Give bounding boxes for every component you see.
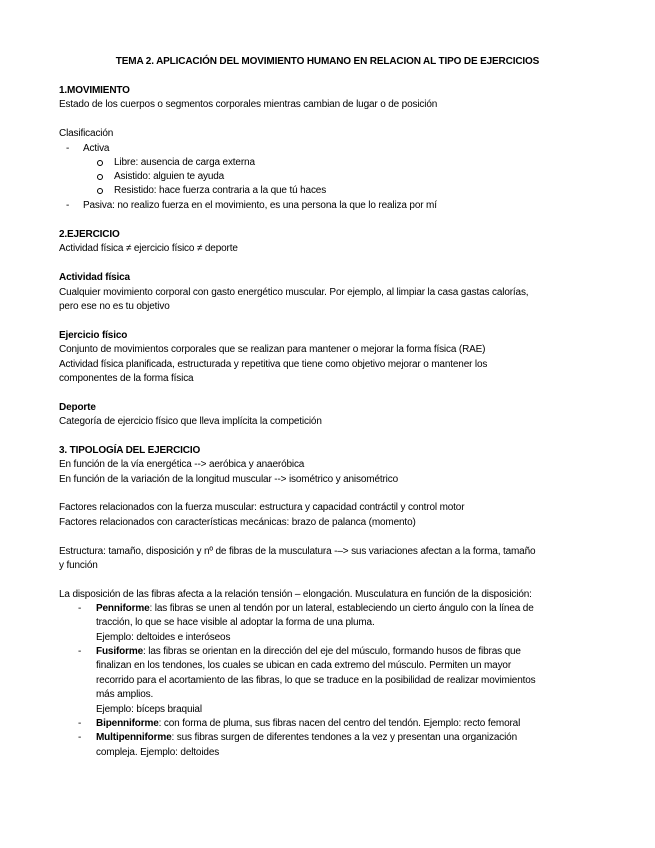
paragraph: La disposición de las fibras afecta a la relación tensión – elongación. Musculatura en función de la disposición: bbox=[59, 589, 532, 600]
paragraph: En función de la variación de la longitud muscular --> isométrico y anisométrico bbox=[59, 474, 399, 485]
list-item-pasiva: Pasiva: no realizo fuerza en el movimiento, es una persona la que lo realiza por mí bbox=[83, 200, 437, 211]
list-item-continuation: más amplios. bbox=[96, 689, 154, 700]
paragraph: pero ese no es tu objetivo bbox=[59, 301, 170, 312]
document-title: TEMA 2. APLICACIÓN DEL MOVIMIENTO HUMANO EN RELACION AL TIPO DE EJERCICIOS bbox=[115, 56, 540, 67]
section-heading-movimiento: 1.MOVIMIENTO bbox=[59, 85, 130, 96]
list-item-continuation: recorrido para el acortamiento de las fibras, lo que se traduce en la posibilidad de realizar movimientos bbox=[96, 675, 536, 686]
section-heading-tipologia: 3. TIPOLOGÍA DEL EJERCICIO bbox=[59, 445, 201, 456]
bullet-circle-icon bbox=[97, 188, 103, 194]
list-dash: - bbox=[66, 143, 70, 154]
paragraph: Estructura: tamaño, disposición y nº de fibras de la musculatura -–> sus variaciones afectan a la forma, tamaño bbox=[59, 546, 536, 557]
list-dash: - bbox=[78, 646, 82, 657]
list-dash: - bbox=[78, 732, 82, 743]
list-item-continuation: Ejemplo: bíceps braquial bbox=[96, 704, 202, 715]
paragraph: Conjunto de movimientos corporales que se realizan para mantener o mejorar la forma física (RAE) bbox=[59, 344, 486, 355]
list-item-penniforme bbox=[96, 602, 534, 616]
paragraph: Estado de los cuerpos o segmentos corporales mientras cambian de lugar o de posición bbox=[59, 99, 438, 110]
paragraph: y función bbox=[59, 560, 98, 571]
subheading-actividad-fisica: Actividad física bbox=[59, 272, 130, 283]
section-heading-ejercicio: 2.EJERCICIO bbox=[59, 229, 120, 240]
paragraph: Factores relacionados con la fuerza muscular: estructura y capacidad contráctil y control motor bbox=[59, 502, 465, 513]
paragraph: Actividad física ≠ ejercicio físico ≠ deporte bbox=[59, 243, 238, 254]
list-item-multipenniforme bbox=[96, 731, 517, 745]
paragraph: componentes de la forma física bbox=[59, 373, 194, 384]
paragraph: Factores relacionados con características mecánicas: brazo de palanca (momento) bbox=[59, 517, 416, 528]
bullet-circle-icon bbox=[97, 174, 103, 180]
sub-list-item: Libre: ausencia de carga externa bbox=[114, 157, 255, 168]
list-item-continuation: Ejemplo: deltoides e interóseos bbox=[96, 632, 231, 643]
list-dash: - bbox=[66, 200, 70, 211]
term: Fusiforme bbox=[96, 646, 143, 657]
term: Penniforme bbox=[96, 603, 150, 614]
paragraph: Categoría de ejercicio físico que lleva implícita la competición bbox=[59, 416, 322, 427]
list-item-continuation: finalizan en los tendones, los cuales se ubican en cada extremo del músculo. Permiten un mayor bbox=[96, 660, 512, 671]
paragraph: Clasificación bbox=[59, 128, 114, 139]
term-text: : con forma de pluma, sus fibras nacen del centro del tendón. Ejemplo: recto femoral bbox=[158, 718, 521, 729]
term-text: : sus fibras surgen de diferentes tendones a la vez y presentan una organización bbox=[171, 732, 517, 743]
term: Bipenniforme bbox=[96, 718, 159, 729]
term: Multipenniforme bbox=[96, 732, 172, 743]
subheading-ejercicio-fisico: Ejercicio físico bbox=[59, 330, 128, 341]
paragraph: Cualquier movimiento corporal con gasto energético muscular. Por ejemplo, al limpiar la casa gastas calorías, bbox=[59, 287, 529, 298]
list-item-continuation: compleja. Ejemplo: deltoides bbox=[96, 747, 220, 758]
sub-list-item: Resistido: hace fuerza contraria a la que tú haces bbox=[114, 185, 327, 196]
list-dash: - bbox=[78, 603, 82, 614]
bullet-circle-icon bbox=[97, 160, 103, 166]
term-text: : las fibras se unen al tendón por un lateral, estableciendo un cierto ángulo con la línea de bbox=[149, 603, 534, 614]
paragraph: En función de la vía energética --> aeróbica y anaeróbica bbox=[59, 459, 305, 470]
sub-list-item: Asistido: alguien te ayuda bbox=[114, 171, 225, 182]
list-item-fusiforme bbox=[96, 645, 521, 659]
subheading-deporte: Deporte bbox=[59, 402, 96, 413]
list-item-activa: Activa bbox=[83, 143, 110, 154]
list-dash: - bbox=[78, 718, 82, 729]
list-item-bipenniforme bbox=[96, 717, 520, 731]
term-text: : las fibras se orientan en la dirección del eje del músculo, formando husos de fibras que bbox=[143, 646, 521, 657]
paragraph: Actividad física planificada, estructurada y repetitiva que tiene como objetivo mejorar o mantener los bbox=[59, 359, 488, 370]
list-item-continuation: tracción, lo que se hace visible al adoptar la forma de una pluma. bbox=[96, 617, 375, 628]
